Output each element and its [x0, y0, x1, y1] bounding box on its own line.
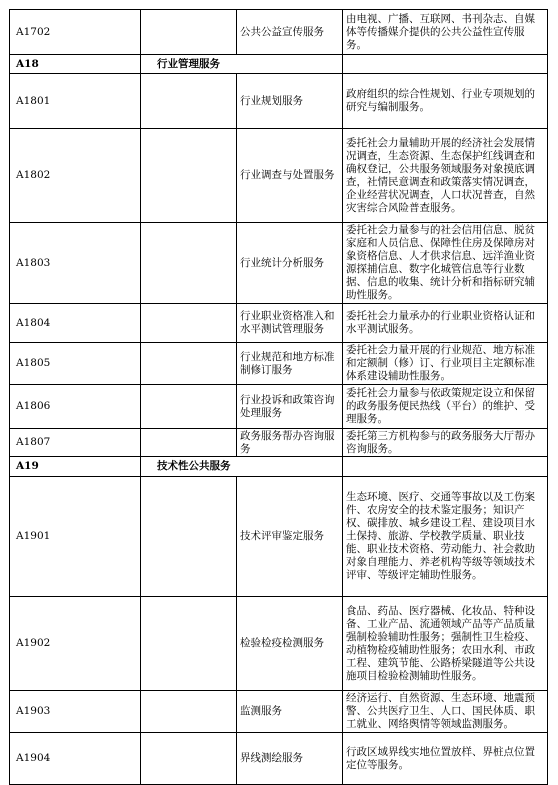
item-description: 委托第三方机构参与的政务服务大厅帮办咨询服务。 — [343, 429, 548, 457]
empty-cell — [141, 477, 237, 597]
item-name: 行业规范和地方标准制修订服务 — [237, 343, 343, 385]
item-code: A1806 — [10, 385, 141, 429]
item-description: 政府组织的综合性规划、行业专项规划的研究与编制服务。 — [343, 74, 548, 129]
item-name: 技术评审鉴定服务 — [237, 477, 343, 597]
table-row — [10, 385, 548, 429]
item-code: A1805 — [10, 343, 141, 385]
empty-cell — [141, 429, 237, 457]
item-name: 界线测绘服务 — [237, 733, 343, 785]
empty-cell — [141, 10, 237, 55]
item-code: A1904 — [10, 733, 141, 785]
item-description: 经济运行、自然资源、生态环境、地震预警、公共医疗卫生、人口、国民体质、职工就业、网络舆情等领域监测服务。 — [343, 691, 548, 733]
empty-cell — [343, 55, 548, 74]
item-code: A1902 — [10, 597, 141, 691]
item-name: 行业投诉和政策咨询处理服务 — [237, 385, 343, 429]
table-row — [10, 304, 548, 343]
empty-cell — [141, 129, 237, 223]
service-catalog-table — [9, 9, 548, 785]
item-name: 行业调查与处置服务 — [237, 129, 343, 223]
table-row — [10, 429, 548, 457]
table-row — [10, 733, 548, 785]
category-row — [10, 55, 548, 74]
item-code: A1803 — [10, 223, 141, 304]
empty-cell — [141, 733, 237, 785]
empty-cell — [343, 457, 548, 477]
empty-cell — [141, 304, 237, 343]
item-code: A1802 — [10, 129, 141, 223]
item-description: 行政区域界线实地位置放样、界桩点位置定位等服务。 — [343, 733, 548, 785]
table-row — [10, 129, 548, 223]
item-code: A1807 — [10, 429, 141, 457]
item-description: 委托社会力量辅助开展的经济社会发展情况调查，生态资源、生态保护红线调查和确权登记，公共服务领域服务对象摸底调查，社情民意调查和政策落实情况调查，企业经营状况调查，人口状况普查，自然灾害综合风险普查服务。 — [343, 129, 548, 223]
item-code: A1801 — [10, 74, 141, 129]
empty-cell — [141, 223, 237, 304]
table-row — [10, 74, 548, 129]
item-name: 检验检疫检测服务 — [237, 597, 343, 691]
category-name: 行业管理服务 — [141, 55, 343, 74]
item-description: 由电视、广播、互联网、书刊杂志、自媒体等传播媒介提供的公共公益性宣传服务。 — [343, 10, 548, 55]
table-row — [10, 10, 548, 55]
empty-cell — [141, 691, 237, 733]
item-name: 政务服务帮办咨询服务 — [237, 429, 343, 457]
item-description: 委托社会力量承办的行业职业资格认证和水平测试服务。 — [343, 304, 548, 343]
empty-cell — [141, 597, 237, 691]
table-row — [10, 477, 548, 597]
table-row — [10, 597, 548, 691]
empty-cell — [141, 74, 237, 129]
item-description: 委托社会力量参与依政策规定设立和保留的政务服务便民热线（平台）的维护、受理服务。 — [343, 385, 548, 429]
table-row — [10, 223, 548, 304]
item-description: 生态环境、医疗、交通等事故以及工伤案件、农房安全的技术鉴定服务；知识产权、碳排放、城乡建设工程、建设项目水土保持、旅游、学校教学质量、职业技能、职业技术资格、劳动能力、社会救助对象自理能力、养老机构等级等领域技术评审、等级评定辅助性服务。 — [343, 477, 548, 597]
empty-cell — [141, 385, 237, 429]
item-code: A1901 — [10, 477, 141, 597]
item-name: 行业统计分析服务 — [237, 223, 343, 304]
category-row — [10, 457, 548, 477]
table-row — [10, 691, 548, 733]
item-description: 委托社会力量开展的行业规范、地方标准和定额制（修）订、行业项目主定额标准体系建设辅助性服务。 — [343, 343, 548, 385]
empty-cell — [141, 343, 237, 385]
item-name: 公共公益宣传服务 — [237, 10, 343, 55]
table-body — [10, 10, 548, 785]
item-description: 委托社会力量参与的社会信用信息、脱贫家庭和人员信息、保障性住房及保障房对象资格信息、人才供求信息、远洋渔业资源探捕信息、数字化城管信息等行业数据、信息的收集、统计分析和指标研究辅助性服务。 — [343, 223, 548, 304]
category-name: 技术性公共服务 — [141, 457, 343, 477]
table-row — [10, 343, 548, 385]
category-code: A19 — [10, 457, 141, 477]
item-name: 监测服务 — [237, 691, 343, 733]
item-name: 行业规划服务 — [237, 74, 343, 129]
item-code: A1804 — [10, 304, 141, 343]
item-code: A1702 — [10, 10, 141, 55]
item-code: A1903 — [10, 691, 141, 733]
item-name: 行业职业资格准入和水平测试管理服务 — [237, 304, 343, 343]
category-code: A18 — [10, 55, 141, 74]
item-description: 食品、药品、医疗器械、化妆品、特种设备、工业产品、流通领域产品等产品质量强制检验辅助性服务；强制性卫生检疫、动植物检疫辅助性服务；农田水利、市政工程、建筑节能、公路桥梁隧道等公共设施项目检验检测辅助性服务。 — [343, 597, 548, 691]
